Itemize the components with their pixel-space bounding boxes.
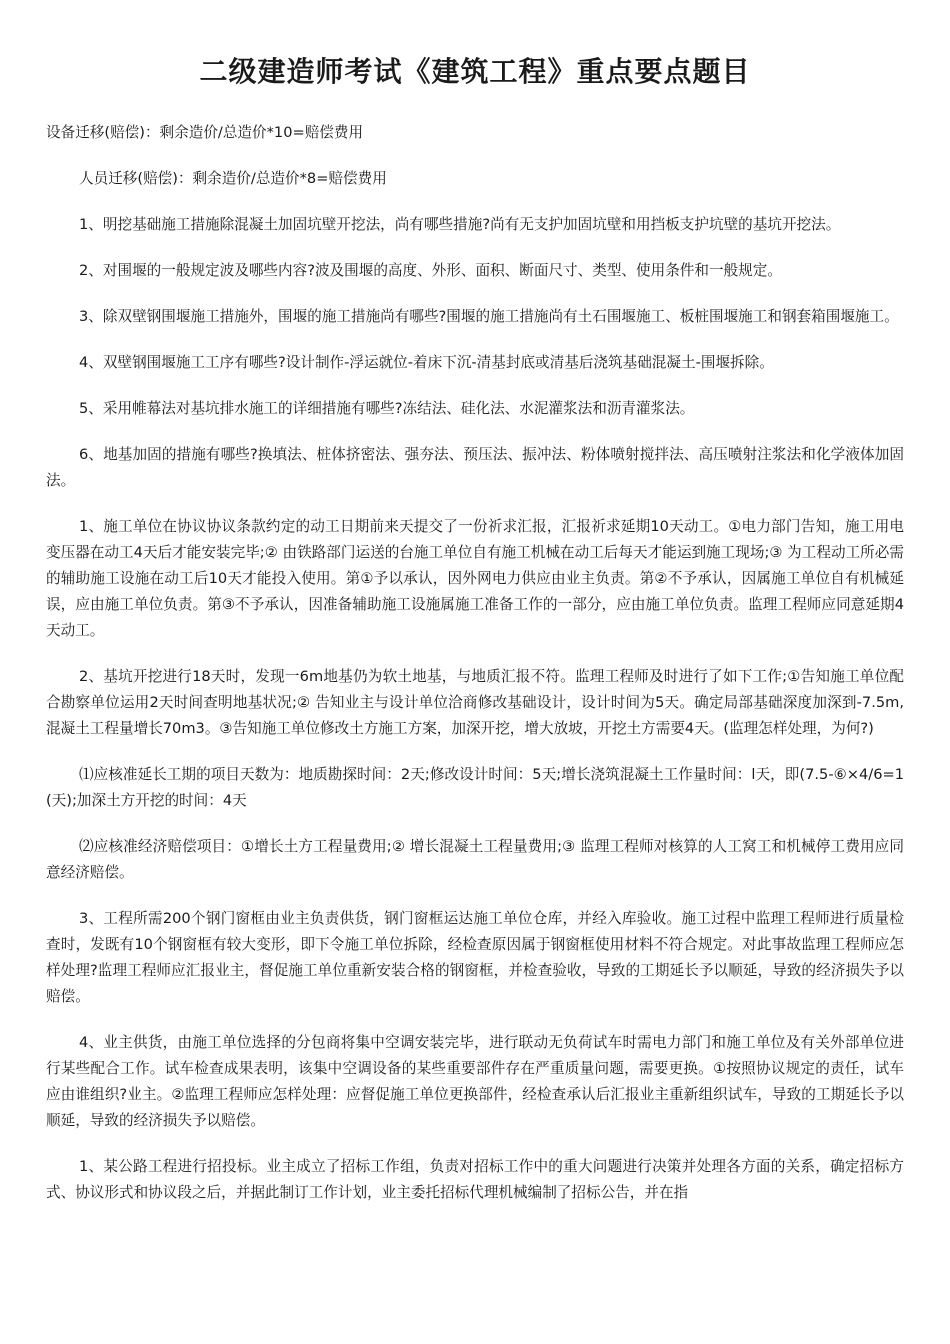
paragraph-case-2-answer-2: ⑵应核准经济赔偿项目：①增长土方工程量费用;② 增长混凝土工程量费用;③ 监理工程师对核算的人工窝工和机械停工费用应同意经济赔偿。: [46, 838, 904, 881]
paragraph-equipment-relocation: 设备迁移(赔偿)：剩余造价/总造价*10=赔偿费用: [46, 124, 364, 141]
paragraph-case-1: 1、施工单位在协议协议条款约定的动工日期前来天提交了一份祈求汇报，汇报祈求延期10天动工。①电力部门告知，施工用电变压器在动工4天后才能安装完毕;② 由铁路部门运送的台施工单位自有施工机械在动工后每天才能运到施工现场;③ 为工程动工所必需的辅助施工设施在动工后10天才能投入使用。第①予以承认，因外网电力供应由业主负责。第②不予承认，因属施工单位自有机械延误，应由施工单位负责。第③不予承认，因准备辅助施工设施属施工准备工作的一部分，应由施工单位负责。监理工程师应同意延期4天动工。: [46, 518, 904, 639]
paragraph-question-6: 6、地基加固的措施有哪些?换填法、桩体挤密法、强夯法、预压法、振冲法、粉体喷射搅拌法、高压喷射注浆法和化学液体加固法。: [46, 446, 904, 489]
paragraph-question-1: 1、明挖基础施工措施除混凝土加固坑壁开挖法，尚有哪些措施?尚有无支护加固坑壁和用挡板支护坑壁的基坑开挖法。: [79, 216, 841, 233]
paragraph-case-3: 3、工程所需200个钢门窗框由业主负责供货，钢门窗框运达施工单位仓库，并经入库验收。施工过程中监理工程师进行质量检查时，发既有10个钢窗框有较大变形，即下令施工单位拆除，经检查原因属于钢窗框使用材料不符合规定。对此事故监理工程师应怎样处理?监理工程师应汇报业主，督促施工单位重新安装合格的钢窗框，并检查验收，导致的工期延长予以顺延，导致的经济损失予以赔偿。: [46, 910, 904, 1005]
paragraph-personnel-relocation: 人员迁移(赔偿)：剩余造价/总造价*8=赔偿费用: [79, 170, 387, 187]
paragraph-bidding-case: 1、某公路工程进行招投标。业主成立了招标工作组，负责对招标工作中的重大问题进行决策并处理各方面的关系，确定招标方式、协议形式和协议段之后，并据此制订工作计划，业主委托招标代理机械编制了招标公告，并在指: [46, 1158, 904, 1201]
paragraph-case-2-answer-1: ⑴应核准延长工期的项目天数为：地质勘探时间：2天;修改设计时间：5天;增长浇筑混凝土工作量时间：l天，即(7.5-⑥×4/6=1(天);加深土方开挖的时间：4天: [46, 766, 904, 809]
paragraph-case-2: 2、基坑开挖进行18天时，发现一6m地基仍为软土地基，与地质汇报不符。监理工程师及时进行了如下工作;①告知施工单位配合勘察单位运用2天时间查明地基状况;② 告知业主与设计单位洽商修改基础设计，设计时间为5天。确定局部基础深度加深到-7.5m,混凝土工程量增长70m3。③告知施工单位修改土方施工方案，加深开挖，增大放坡，开挖土方需要4天。(监理怎样处理，为何?): [46, 668, 904, 737]
paragraph-question-3: 3、除双壁钢围堰施工措施外，围堰的施工措施尚有哪些?围堰的施工措施尚有土石围堰施工、板桩围堰施工和钢套箱围堰施工。: [79, 308, 899, 325]
document-title: 二级建造师考试《建筑工程》重点要点题目: [199, 55, 751, 88]
paragraph-question-5: 5、采用帷幕法对基坑排水施工的详细措施有哪些?冻结法、硅化法、水泥灌浆法和沥青灌浆法。: [79, 400, 695, 417]
paragraph-case-4: 4、业主供货，由施工单位选择的分包商将集中空调安装完毕，进行联动无负荷试车时需电力部门和施工单位及有关外部单位进行某些配合工作。试车检查成果表明，该集中空调设备的某些重要部件存在严重质量问题，需要更换。①按照协议规定的责任，试车应由谁组织?业主。②监理工程师应怎样处理：应督促施工单位更换部件，经检查承认后汇报业主重新组织试车，导致的工期延长予以顺延，导致的经济损失予以赔偿。: [46, 1034, 904, 1129]
paragraph-question-2: 2、对围堰的一般规定波及哪些内容?波及围堰的高度、外形、面积、断面尺寸、类型、使用条件和一般规定。: [79, 262, 782, 279]
paragraph-question-4: 4、双壁钢围堰施工工序有哪些?设计制作-浮运就位-着床下沉-清基封底或清基后浇筑基础混凝土-围堰拆除。: [79, 354, 774, 371]
